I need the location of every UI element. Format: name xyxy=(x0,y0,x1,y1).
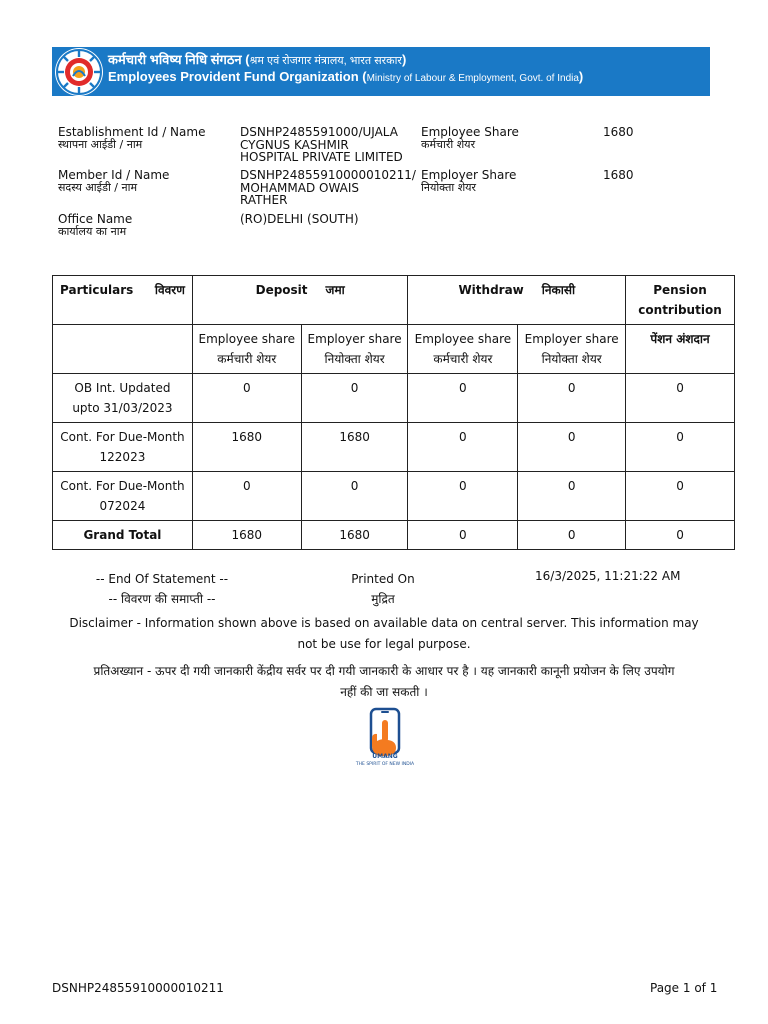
total-label: Grand Total xyxy=(53,521,193,550)
row-pension: 0 xyxy=(626,423,735,472)
row-particulars: Cont. For Due-Month 122023 xyxy=(53,423,193,472)
header-pension: Pension contribution xyxy=(626,276,735,325)
subheader-withdraw-employer: Employer share नियोक्ता शेयर xyxy=(518,325,626,374)
member-label: Member Id / Name सदस्य आईडी / नाम xyxy=(58,168,170,194)
establishment-label: Establishment Id / Name स्थापना आईडी / नाम xyxy=(58,125,206,151)
row-particulars: OB Int. Updated upto 31/03/2023 xyxy=(53,374,193,423)
table-row xyxy=(53,472,735,521)
row-withdraw-employer: 0 xyxy=(518,423,626,472)
total-withdraw-employee: 0 xyxy=(408,521,518,550)
total-deposit-employee: 1680 xyxy=(192,521,301,550)
row-deposit-employee: 0 xyxy=(192,472,301,521)
subheader-pension: पेंशन अंशदान xyxy=(626,325,735,374)
total-deposit-employer: 1680 xyxy=(301,521,408,550)
table-row xyxy=(53,423,735,472)
table-row xyxy=(53,374,735,423)
office-value: (RO)DELHI (SOUTH) xyxy=(240,212,359,226)
row-pension: 0 xyxy=(626,374,735,423)
employee-share-label: Employee Share कर्मचारी शेयर xyxy=(421,125,519,151)
epfo-logo xyxy=(55,48,103,96)
umang-logo xyxy=(346,707,424,773)
table-subheader-row xyxy=(53,325,735,374)
header-particulars: Particulars विवरण xyxy=(53,276,193,325)
row-deposit-employer: 1680 xyxy=(301,423,408,472)
subheader-deposit-employer: Employer share नियोक्ता शेयर xyxy=(301,325,408,374)
header-hindi-title: कर्मचारी भविष्य निधि संगठन (श्रम एवं रोजगार मंत्रालय, भारत सरकार) xyxy=(108,52,407,67)
disclaimer-hindi: प्रतिअख्यान - ऊपर दी गयी जानकारी केंद्रीय सर्वर पर दी गयी जानकारी के आधार पर है । यह जानकारी कानूनी प्रयोजन के लिए उपयोग नहीं की जा सकती । xyxy=(93,664,675,699)
member-value: DSNHP24855910000010211/ MOHAMMAD OWAIS RATHER xyxy=(240,168,416,207)
statement-table xyxy=(52,275,735,550)
subheader-empty xyxy=(53,325,193,374)
row-deposit-employee: 0 xyxy=(192,374,301,423)
epfo-emblem-icon xyxy=(55,48,103,96)
disclaimer-english: Disclaimer - Information shown above is based on available data on central server. This information may not be use for legal purpose. xyxy=(69,616,699,651)
office-label: Office Name कार्यालय का नाम xyxy=(58,212,133,238)
employer-share-label: Employer Share नियोक्ता शेयर xyxy=(421,168,517,194)
page-number: Page 1 of 1 xyxy=(650,981,718,995)
row-deposit-employee: 1680 xyxy=(192,423,301,472)
employer-share-value: 1680 xyxy=(603,168,634,182)
employee-share-value: 1680 xyxy=(603,125,634,139)
header-withdraw: Withdraw निकासी xyxy=(408,276,626,325)
subheader-withdraw-employee: Employee share कर्मचारी शेयर xyxy=(408,325,518,374)
subheader-deposit-employee: Employee share कर्मचारी शेयर xyxy=(192,325,301,374)
establishment-value: DSNHP2485591000/UJALA CYGNUS KASHMIR HOSPITAL PRIVATE LIMITED xyxy=(240,125,403,164)
umang-tagline: THE SPIRIT OF NEW INDIA xyxy=(355,762,415,767)
end-of-statement: -- End Of Statement -- -- विवरण की समाप्ती -- xyxy=(95,572,229,606)
total-pension: 0 xyxy=(626,521,735,550)
row-withdraw-employee: 0 xyxy=(408,423,518,472)
grand-total-row xyxy=(53,521,735,550)
row-deposit-employer: 0 xyxy=(301,472,408,521)
umang-name: UMANG xyxy=(372,753,398,760)
header-english-title: Employees Provident Fund Organization (Ministry of Labour & Employment, Govt. of India) xyxy=(108,69,584,84)
row-withdraw-employee: 0 xyxy=(408,472,518,521)
row-pension: 0 xyxy=(626,472,735,521)
row-withdraw-employer: 0 xyxy=(518,374,626,423)
table-header-row xyxy=(53,276,735,325)
row-withdraw-employee: 0 xyxy=(408,374,518,423)
row-particulars: Cont. For Due-Month 072024 xyxy=(53,472,193,521)
row-deposit-employer: 0 xyxy=(301,374,408,423)
footer-member-id: DSNHP24855910000010211 xyxy=(52,981,224,995)
printed-on-label: Printed On मुद्रित xyxy=(351,572,415,606)
header-deposit: Deposit जमा xyxy=(192,276,408,325)
printed-datetime: 16/3/2025, 11:21:22 AM xyxy=(535,569,681,583)
row-withdraw-employer: 0 xyxy=(518,472,626,521)
total-withdraw-employer: 0 xyxy=(518,521,626,550)
